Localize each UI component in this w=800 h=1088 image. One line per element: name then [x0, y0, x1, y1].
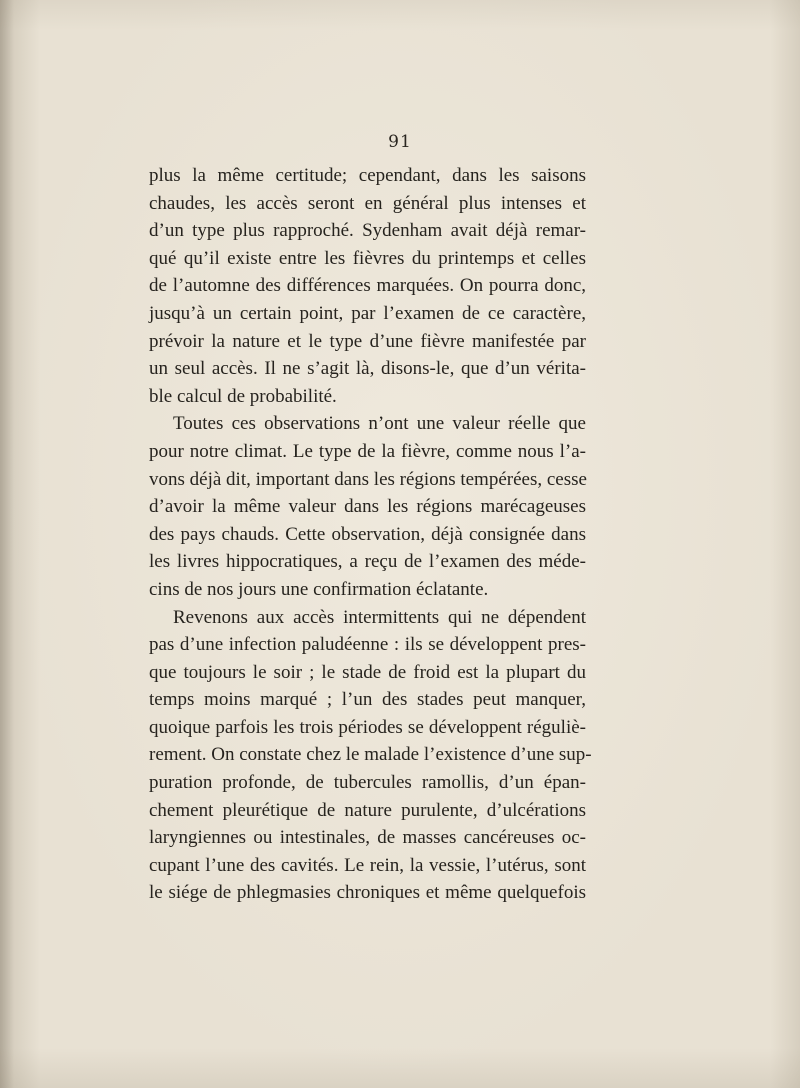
text-line: cupant l’une des cavités. Le rein, la vessie, l’utérus, sont [149, 854, 586, 876]
text-line: quoique parfois les trois périodes se développent réguliè- [149, 716, 586, 738]
text-line: plus la même certitude; cependant, dans les saisons [149, 165, 586, 186]
text-line: pas d’une infection paludéenne : ils se développent pres- [149, 634, 586, 656]
page-gutter-shadow [0, 0, 14, 1088]
text-line: temps moins marqué ; l’un des stades peut manquer, [149, 689, 586, 711]
text-line: Toutes ces observations n’ont une valeur réelle que [173, 413, 586, 435]
page-number: 91 [388, 132, 412, 152]
text-line: jusqu’à un certain point, par l’examen de ce caractère, [149, 302, 586, 324]
text-line: qué qu’il existe entre les fièvres du printemps et celles [149, 247, 586, 269]
text-line: de l’automne des différences marquées. On pourra donc, [149, 275, 586, 297]
text-line: ble calcul de probabilité. [149, 385, 337, 407]
text-line: un seul accès. Il ne s’agit là, disons-le, que d’un vérita- [149, 358, 586, 380]
text-line: vons déjà dit, important dans les régions tempérées, cesse [149, 468, 587, 490]
text-line: le siége de phlegmasies chroniques et même quelquefois [149, 882, 586, 904]
text-line: cins de nos jours une confirmation éclatante. [149, 578, 489, 600]
text-line: rement. On constate chez le malade l’existence d’une sup- [149, 744, 592, 766]
text-line: les livres hippocratiques, a reçu de l’examen des méde- [149, 551, 586, 573]
text-line: laryngiennes ou intestinales, de masses cancéreuses oc- [149, 827, 586, 849]
text-line: puration profonde, de tubercules ramollis, d’un épan- [149, 772, 586, 794]
text-line: que toujours le soir ; le stade de froid est la plupart du [149, 661, 586, 683]
text-line: chement pleurétique de nature purulente, d’ulcérations [149, 799, 586, 821]
text-line: Revenons aux accès intermittents qui ne dépendent [173, 606, 586, 628]
text-line: des pays chauds. Cette observation, déjà consignée dans [149, 523, 586, 545]
text-line: d’un type plus rapproché. Sydenham avait déjà remar- [149, 220, 586, 242]
text-line: pour notre climat. Le type de la fièvre, comme nous l’a- [149, 440, 586, 462]
text-line: d’avoir la même valeur dans les régions marécageuses [149, 496, 586, 518]
body-text [149, 162, 592, 907]
text-line: chaudes, les accès seront en général plus intenses et [149, 192, 586, 214]
text-line: prévoir la nature et le type d’une fièvre manifestée par [149, 330, 586, 352]
